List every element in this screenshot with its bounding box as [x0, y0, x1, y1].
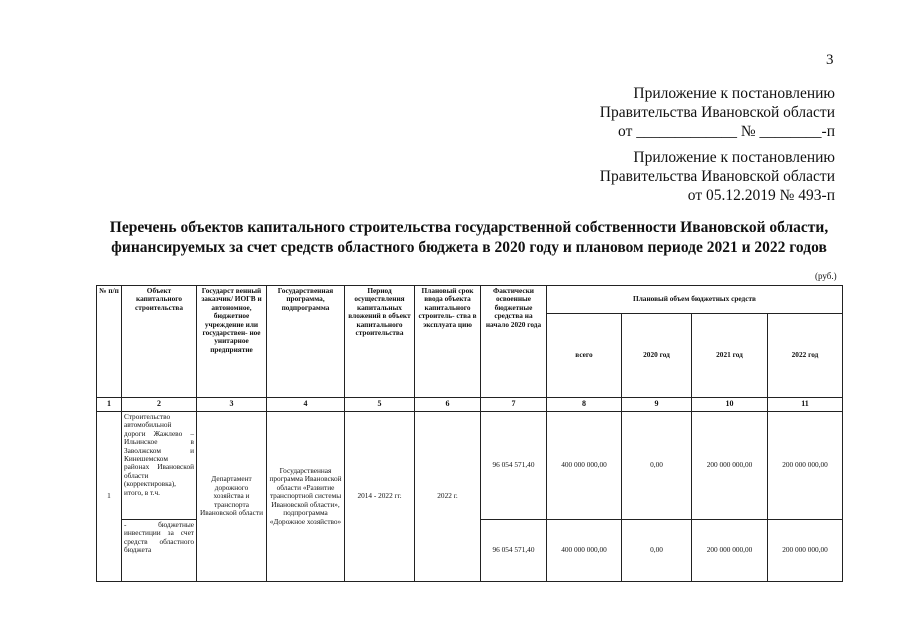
header-program: Государственная программа, подпрограмма — [267, 286, 345, 398]
column-number: 2 — [122, 398, 197, 412]
header-row-1 — [97, 286, 843, 314]
column-number: 10 — [692, 398, 768, 412]
customer-name: Департамент дорожного хозяйства и транспорта Ивановской области — [197, 412, 267, 582]
period-value: 2014 - 2022 гг. — [345, 412, 415, 582]
row-number: 1 — [97, 412, 122, 582]
object-sub-name: - бюджетные инвестиции за счет средств областного бюджета — [122, 520, 197, 582]
header-customer: Государст венный заказчик/ ИОГВ и автономное, бюджетное учреждение или государствен- ное унитарное предприятие — [197, 286, 267, 398]
document-title — [96, 218, 842, 258]
header-2021: 2021 год — [692, 314, 768, 398]
header-plan: Плановый объем бюджетных средств — [547, 286, 843, 314]
appendix-1-line-3: от _____________ № ________-п — [618, 123, 835, 140]
appendix-1-line-1: Приложение к постановлению — [633, 85, 835, 102]
currency-unit: (руб.) — [815, 271, 837, 281]
value-2020: 0,00 — [622, 412, 692, 520]
value-2022: 200 000 000,00 — [768, 412, 843, 520]
column-number: 7 — [481, 398, 547, 412]
total-value-sub: 400 000 000,00 — [547, 520, 622, 582]
value-2021: 200 000 000,00 — [692, 412, 768, 520]
value-2022-sub: 200 000 000,00 — [768, 520, 843, 582]
title-line-2: финансируемых за счет средств областного бюджета в 2020 году и плановом периоде 2021 и 2022 годов — [111, 239, 827, 256]
page-number: 3 — [826, 52, 834, 68]
header-2022: 2022 год — [768, 314, 843, 398]
column-number: 8 — [547, 398, 622, 412]
appendix-2-line-3: от 05.12.2019 № 493-п — [687, 187, 835, 204]
spent-value-sub: 96 054 571,40 — [481, 520, 547, 582]
column-number: 5 — [345, 398, 415, 412]
table-row — [97, 412, 843, 520]
column-number: 3 — [197, 398, 267, 412]
header-commission: Плановый срок ввода объекта капитального строитель- ства в эксплуата цию — [415, 286, 481, 398]
appendix-block-2 — [600, 148, 835, 205]
header-object: Объект капитального строительства — [122, 286, 197, 398]
column-number: 6 — [415, 398, 481, 412]
header-total: всего — [547, 314, 622, 398]
header-num: № п/п — [97, 286, 122, 398]
total-value: 400 000 000,00 — [547, 412, 622, 520]
column-number-row — [97, 398, 843, 412]
column-number: 4 — [267, 398, 345, 412]
appendix-2-line-1: Приложение к постановлению — [633, 149, 835, 166]
column-number: 1 — [97, 398, 122, 412]
column-number: 9 — [622, 398, 692, 412]
header-2020: 2020 год — [622, 314, 692, 398]
spent-value: 96 054 571,40 — [481, 412, 547, 520]
objects-table — [96, 285, 843, 582]
header-period: Период осуществления капитальных вложений в объект капитального строительства — [345, 286, 415, 398]
program-name: Государственная программа Ивановской области «Развитие транспортной системы Ивановской области», подпрограмма «Дорожное хозяйство» — [267, 412, 345, 582]
appendix-block-1 — [600, 84, 835, 141]
object-name: Строительство автомобильной дороги Жажлево – Ильинское в Заволжском и Кинешемском районах Ивановской области (корректировка), итого, в т.ч. — [122, 412, 197, 520]
appendix-1-line-2: Правительства Ивановской области — [599, 104, 835, 121]
title-line-1: Перечень объектов капитального строительства государственной собственности Ивановской области, — [109, 219, 829, 236]
commission-value: 2022 г. — [415, 412, 481, 582]
appendix-2-line-2: Правительства Ивановской области — [599, 168, 835, 185]
value-2020-sub: 0,00 — [622, 520, 692, 582]
column-number: 11 — [768, 398, 843, 412]
header-spent: Фактически освоенные бюджетные средства на начало 2020 года — [481, 286, 547, 398]
value-2021-sub: 200 000 000,00 — [692, 520, 768, 582]
